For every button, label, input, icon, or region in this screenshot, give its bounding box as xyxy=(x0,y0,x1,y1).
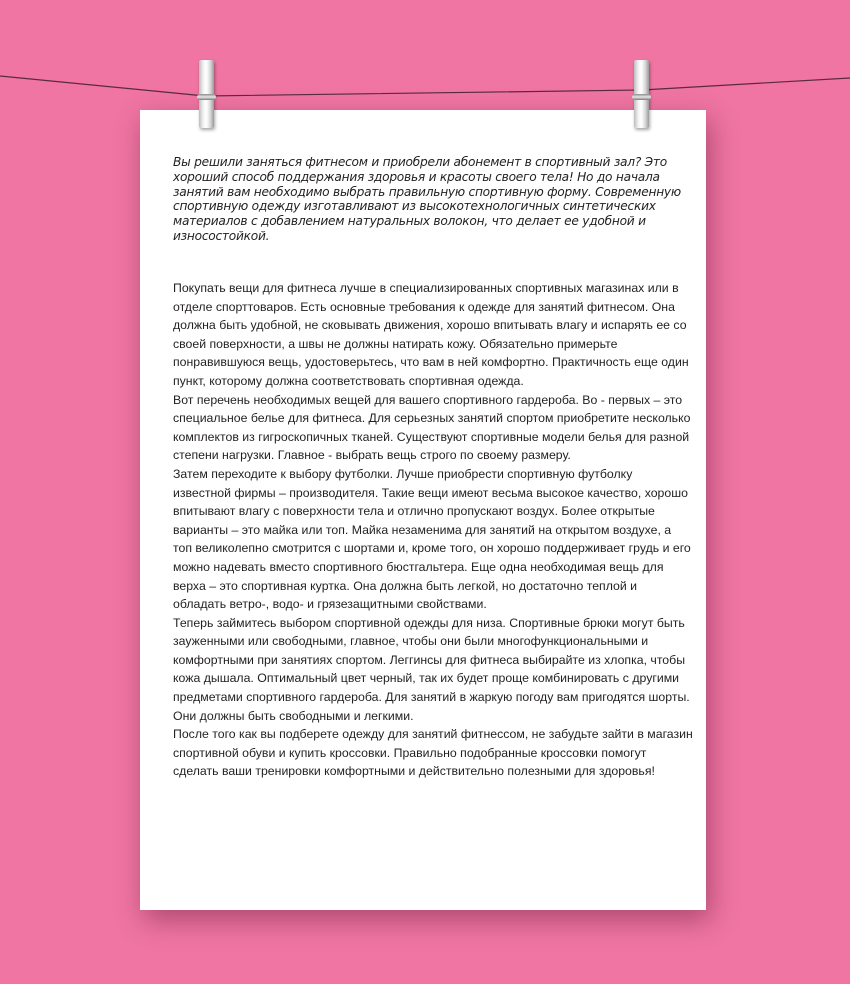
body-paragraph: Теперь займитесь выбором спортивной одежды для низа. Спортивные брюки могут быть зауженными или свободными, главное, чтобы они были многофункциональными и комфортными при занятиях спортом. Леггинсы для фитнеса выбирайте из хлопка, чтобы кожа дышала. Оптимальный цвет черный, так их будет проще комбинировать с другими предметами спортивного гардероба. Для занятий в жаркую погоду вам пригодятся шорты. Они должны быть свободными и легкими. xyxy=(173,615,690,723)
paper-sheet xyxy=(140,110,706,910)
left-clothespin xyxy=(199,60,214,128)
intro-paragraph: Вы решили заняться фитнесом и приобрели абонемент в спортивный зал? Это хороший способ поддержания здоровья и красоты своего тела! Но до начала занятий вам необходимо выбрать правильную спортивную форму. Современную спортивную одежду изготавливают из высокотехнологичных синтетических материалов с добавлением натуральных волокон, что делает ее удобной и износостойкой. xyxy=(173,155,681,243)
body-paragraph: Вот перечень необходимых вещей для вашего спортивного гардероба. Во - первых – это специальное белье для фитнеса. Для серьезных занятий спортом приобретите несколько комплектов из гигроскопичных тканей. Существуют спортивные модели белья для разной степени нагрузки. Главное - выбрать вещь строго по своему размеру. xyxy=(173,392,691,463)
body-paragraph: После того как вы подберете одежду для занятий фитнессом, не забудьте зайти в магазин спортивной обуви и купить кроссовки. Правильно подобранные кроссовки помогут сделать ваши тренировки комфортными и действительно полезными для здоровья! xyxy=(173,727,693,779)
right-clothespin xyxy=(634,60,649,128)
article-body xyxy=(173,279,693,781)
body-paragraph: Затем переходите к выбору футболки. Лучше приобрести спортивную футболку известной фирмы – производителя. Такие вещи имеют весьма высокое качество, хорошо впитывают влагу с поверхности тела и отлично пропускают воздух. Более открытые варианты – это майка или топ. Майка незаменима для занятий на открытом воздухе, а топ великолепно смотрится с шортами и, кроме того, он хорошо поддерживает грудь и его можно надевать вместо спортивного бюстгальтера. Еще одна необходимая вещь для верха – это спортивная куртка. Она должна быть легкой, но достаточно теплой и обладать ветро-, водо- и грязезащитными свойствами. xyxy=(173,466,691,612)
body-paragraph: Покупать вещи для фитнеса лучше в специализированных спортивных магазинах или в отделе спорттоваров. Есть основные требования к одежде для занятий фитнесом. Она должна быть удобной, не сковывать движения, хорошо впитывать влагу и испарять ее со своей поверхности, а швы не должны натирать кожу. Обязательно примерьте понравившуюся вещь, удостоверьтесь, что вам в ней комфортно. Практичность еще один пункт, которому должна соответствовать спортивная одежда. xyxy=(173,281,689,388)
